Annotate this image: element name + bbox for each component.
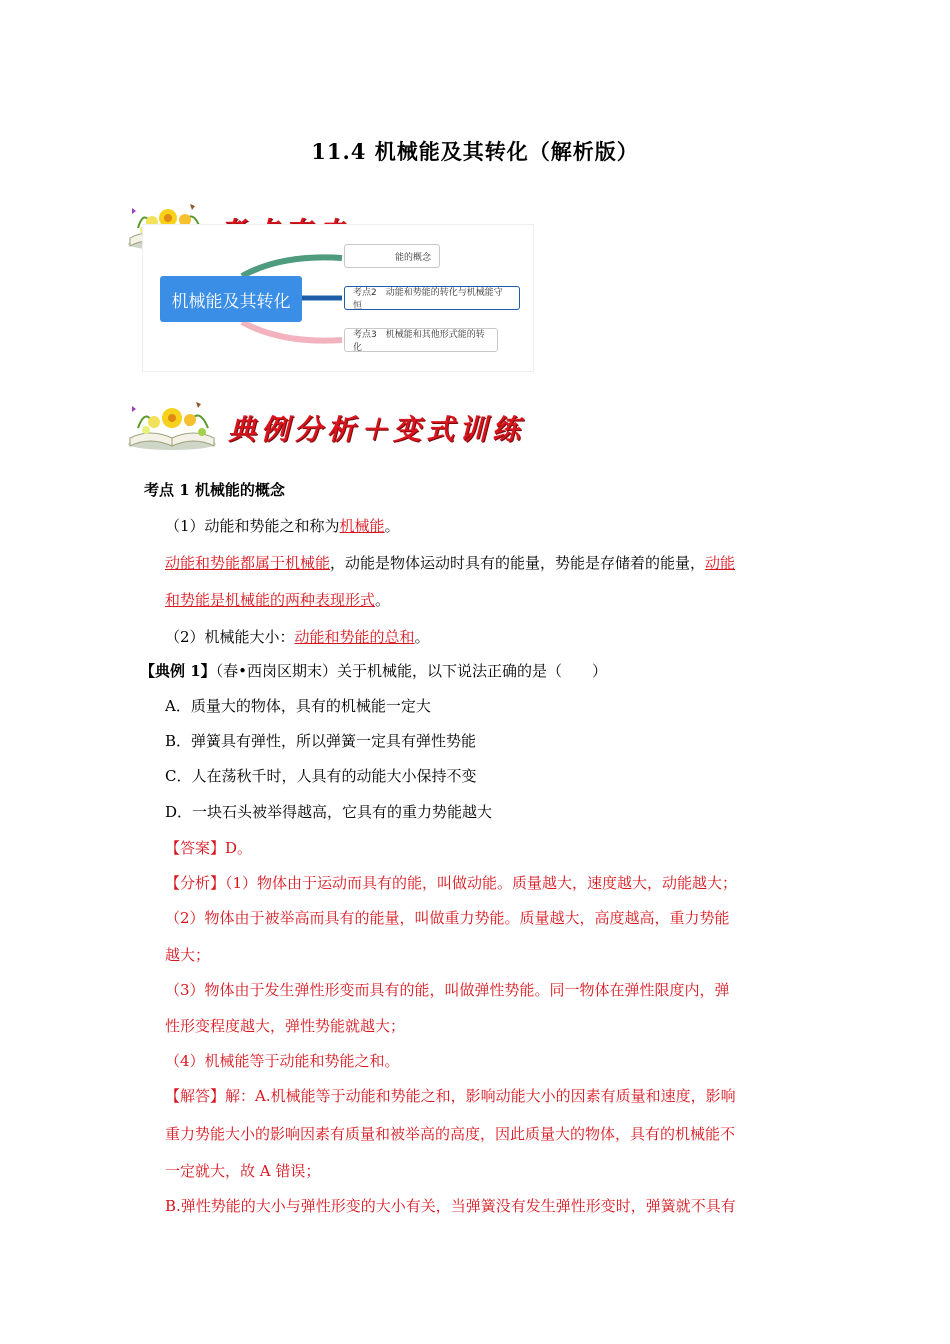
p2-red-2: 动能 [705,554,736,572]
p3-suffix: 。 [375,591,391,609]
option-d: D．一块石头被举得越高，它具有的重力势能越大 [165,803,493,821]
solution-line-3: 一定就大，故 A 错误； [165,1162,321,1180]
p2-mid: ，动能是物体运动时具有的能量，势能是存储着的能量， [330,554,706,572]
example-question: （春•西岗区期末）关于机械能，以下说法正确的是（ ） [215,662,608,680]
paragraph-1 [165,516,865,536]
analysis-line-5: 性形变程度越大，弹性势能就越大； [165,1017,406,1035]
paragraph-2 [165,553,865,573]
open-book-flowers-icon [122,396,222,452]
analysis-line-1: 【分析】（1）物体由于运动而具有的能，叫做动能。质量越大，速度越大，动能越大； [165,874,738,892]
p4-prefix: （2）机械能大小： [165,628,295,646]
paragraph-4 [165,627,865,647]
option-c: C．人在荡秋千时，人具有的动能大小保持不变 [165,767,477,785]
solution-line-2: 重力势能大小的影响因素有质量和被举高的高度，因此质量大的物体，具有的机械能不 [165,1125,736,1143]
solution-line-1 [165,1086,865,1106]
mind-map-node-1: 能的概念 [344,244,440,268]
option-a: A．质量大的物体，具有的机械能一定大 [165,697,431,715]
example-stem [140,661,860,681]
section-heading-text: 考点 1 机械能的概念 [144,481,285,499]
paragraph-3 [165,590,865,610]
banner-examples [122,396,562,452]
p4-suffix: 。 [414,628,430,646]
mind-map-node-2: 考点2 动能和势能的转化与机械能守恒 [344,286,520,310]
analysis-line-6: （4）机械能等于动能和势能之和。 [165,1052,400,1070]
mind-map-node-3: 考点3 机械能和其他形式能的转化 [344,328,498,352]
analysis-line-2: （2）物体由于被举高而具有的能量，叫做重力势能。质量越大，高度越高，重力势能 [165,909,730,927]
example-label: 【典例 1】 [140,662,216,680]
option-b: B．弹簧具有弹性，所以弹簧一定具有弹性势能 [165,732,477,750]
analysis-line-3: 越大； [165,946,211,964]
p1-suffix: 。 [384,517,400,535]
p4-term: 动能和势能的总和 [294,628,415,646]
page-title: 11.4 机械能及其转化（解析版） [311,139,639,164]
p1-term: 机械能 [339,517,385,535]
p3-red: 和势能是机械能的两种表现形式 [165,591,376,609]
banner-examples-text: 典例分析＋变式训练 [228,413,526,446]
answer: 【答案】D。 [165,839,253,857]
solution-line-4: B.弹性势能的大小与弹性形变的大小有关，当弹簧没有发生弹性形变时，弹簧就不具有 [165,1197,736,1215]
mind-map-root: 机械能及其转化 [160,276,302,322]
analysis-line-4: （3）物体由于发生弹性形变而具有的能，叫做弹性势能。同一物体在弹性限度内，弹 [165,981,730,999]
solution-text-1: 解：A.机械能等于动能和势能之和，影响动能大小的因素有质量和速度，影响 [225,1087,736,1105]
mind-map [142,224,534,372]
section-heading [144,480,844,500]
p1-prefix: （1）动能和势能之和称为 [165,517,340,535]
p2-red-1: 动能和势能都属于机械能 [165,554,331,572]
solution-label: 【解答】 [165,1087,226,1105]
